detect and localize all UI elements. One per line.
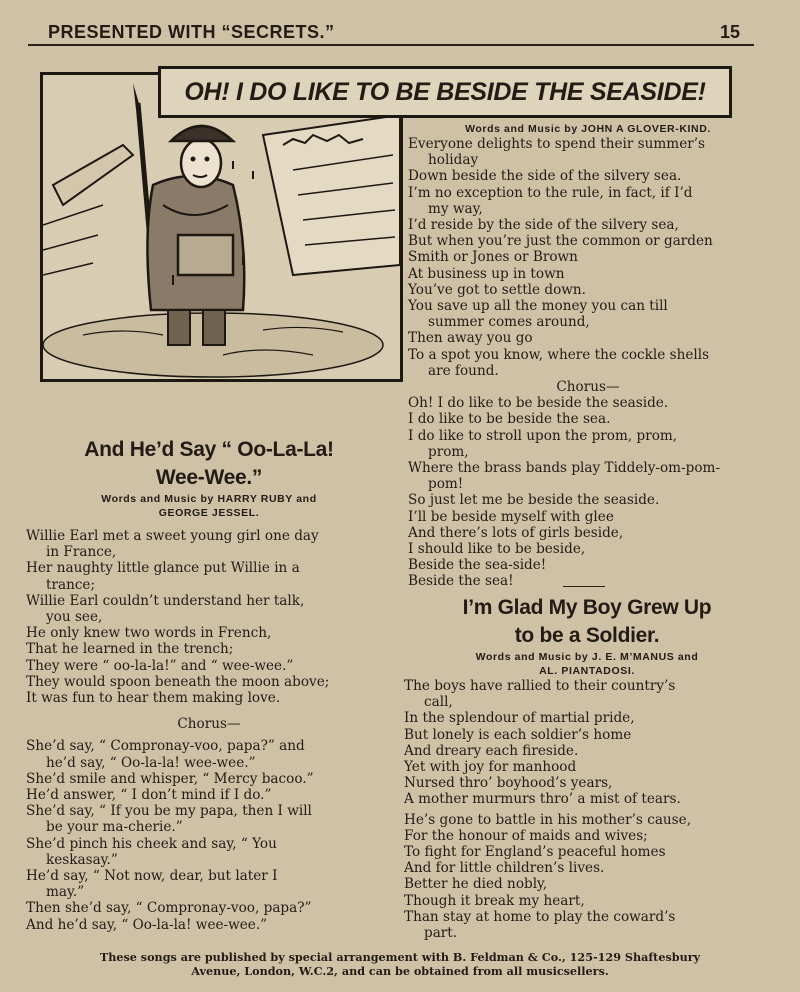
lyric-line: For the honour of maids and wives; [404, 827, 648, 844]
lyric-line: Willie Earl met a sweet young girl one day [26, 528, 319, 544]
soldier-illustration [40, 72, 403, 382]
lyric-line: my way, [428, 200, 483, 217]
page-header-title: PRESENTED WITH “SECRETS.” [48, 22, 335, 42]
lyric-line: He’d answer, “ I don’t mind if I do.” [26, 787, 272, 804]
song2-credit-line1: Words and Music by HARRY RUBY and [101, 493, 317, 505]
lyric-line: That he learned in the trench; [26, 641, 234, 658]
song1-credit: Words and Music by JOHN A GLOVER-KIND. [465, 123, 711, 135]
song2-title-line1: And He’d Say “ Oo-La-La! [84, 438, 334, 461]
lyric-line: you see, [46, 609, 103, 626]
lyric-line: He’d say, “ Not now, dear, but later I [26, 868, 278, 885]
lyric-line: And there’s lots of girls beside, [408, 524, 624, 541]
song2-title-line2: Wee-Wee.” [155, 466, 263, 489]
lyric-line: Yet with joy for manhood [404, 759, 577, 776]
song2-chorus [26, 738, 392, 932]
song2-verse [26, 528, 392, 706]
lyric-line: prom, [428, 443, 469, 460]
lyric-line: Beside the sea! [408, 573, 514, 590]
lyric-line: She’d pinch his cheek and say, “ You [26, 835, 277, 852]
footer-line: These songs are published by special arrangement with B. Feldman & Co., 125-129 Shaftesbury [99, 950, 701, 964]
song3-title-line2: to be a Soldier. [514, 624, 660, 647]
lyric-line: A mother murmurs thro’ a mist of tears. [404, 791, 681, 808]
lyric-line: in France, [46, 544, 117, 561]
lyric-line: I’ll be beside myself with glee [408, 508, 614, 525]
lyric-line: The boys have rallied to their country’s [404, 678, 676, 694]
lyric-line: keskasay.” [46, 851, 118, 868]
song-separator [563, 586, 605, 587]
lyric-line: Nursed thro’ boyhood’s years, [404, 775, 613, 792]
lyric-line: Willie Earl couldn’t understand her talk, [26, 592, 305, 609]
song3-verse [404, 678, 770, 941]
footer-line: Avenue, London, W.C.2, and can be obtained from all musicsellers. [191, 964, 609, 978]
song1-chorus-label: Chorus— [556, 379, 620, 396]
lyric-line: Then she’d say, “ Compronay-voo, papa?” [26, 900, 312, 917]
song1-chorus [408, 395, 768, 589]
lyric-line: So just let me be beside the seaside. [408, 492, 660, 509]
lyric-line: call, [424, 694, 453, 711]
lyric-line: At business up in town [408, 265, 565, 282]
lyric-line: She’d smile and whisper, “ Mercy bacoo.” [26, 770, 314, 787]
lyric-line: And dreary each fireside. [404, 742, 579, 759]
song3-title-line1: I’m Glad My Boy Grew Up [462, 596, 712, 619]
lyric-line: I’d reside by the side of the silvery sea, [408, 217, 679, 234]
lyric-line: may.” [46, 884, 85, 901]
lyric-line: Where the brass bands play Tiddely-om-pom- [408, 460, 721, 477]
lyric-line: He only knew two words in French, [26, 625, 272, 642]
song3-credit-line2: AL. PIANTADOSI. [539, 665, 635, 677]
lyric-line: be your ma-cherie.” [46, 819, 183, 836]
lyric-line: She’d say, “ Compronay-voo, papa?” and [26, 738, 305, 755]
lyric-line: are found. [428, 362, 499, 379]
lyric-line: he’d say, “ Oo-la-la! wee-wee.” [46, 754, 256, 771]
lyric-line: But lonely is each soldier’s home [404, 726, 632, 743]
lyric-line: Than stay at home to play the coward’s [404, 908, 676, 925]
lyric-line: He’s gone to battle in his mother’s cause, [404, 811, 692, 828]
lyric-line: holiday [428, 152, 479, 169]
lyric-line: pom! [428, 476, 464, 493]
lyric-line: summer comes around, [428, 314, 590, 331]
song2-chorus-label: Chorus— [177, 716, 241, 733]
lyric-line: I should like to be beside, [408, 541, 586, 558]
lyric-line: Then away you go [408, 330, 533, 347]
lyric-line: Better he died nobly, [404, 876, 548, 893]
lyric-line: It was fun to hear them making love. [26, 690, 281, 707]
soldier-drawing [43, 75, 400, 379]
lyric-line: Oh! I do like to be beside the seaside. [408, 395, 669, 412]
lyric-line: I do like to be beside the sea. [408, 411, 611, 428]
lyric-line: Everyone delights to spend their summer’s [408, 136, 706, 152]
page-number: 15 [719, 22, 740, 42]
lyric-line: I’m no exception to the rule, in fact, if I’d [408, 184, 693, 201]
lyric-line: Beside the sea-side! [408, 557, 547, 574]
song1-block [408, 122, 768, 590]
lyric-line: And for little children’s lives. [404, 860, 605, 877]
song3-block [404, 594, 770, 941]
lyric-line: trance; [46, 576, 96, 593]
lyric-line: In the splendour of martial pride, [404, 710, 635, 727]
lyric-line: I do like to stroll upon the prom, prom, [408, 427, 678, 444]
lyric-line: Though it break my heart, [404, 892, 585, 909]
publisher-footer [30, 950, 770, 978]
lyric-line: Smith or Jones or Brown [408, 249, 578, 266]
song2-credit-line2: GEORGE JESSEL. [158, 507, 260, 519]
lyric-line: part. [424, 925, 458, 942]
lyric-line: But when you’re just the common or garden [408, 233, 713, 250]
lyric-line: To fight for England’s peaceful homes [404, 844, 666, 861]
lyric-line: You’ve got to settle down. [408, 281, 586, 298]
lyric-line: To a spot you know, where the cockle shells [408, 346, 710, 363]
header-rule [28, 44, 754, 46]
lyric-line: Her naughty little glance put Willie in a [26, 560, 300, 577]
lyric-line: You save up all the money you can till [408, 298, 668, 315]
song1-verse [408, 136, 768, 379]
song3-credit-line1: Words and Music by J. E. M’MANUS and [475, 651, 699, 663]
lyric-line: She’d say, “ If you be my papa, then I will [26, 803, 312, 820]
lyric-line: They would spoon beneath the moon above; [26, 673, 330, 690]
lyric-line: They were “ oo-la-la!” and “ wee-wee.” [26, 657, 294, 674]
lyric-line: Down beside the side of the silvery sea. [408, 168, 682, 185]
song2-block [26, 436, 392, 933]
lyric-line: And he’d say, “ Oo-la-la! wee-wee.” [26, 916, 268, 933]
song-title-banner: OH! I DO LIKE TO BE BESIDE THE SEASIDE! [158, 66, 732, 118]
